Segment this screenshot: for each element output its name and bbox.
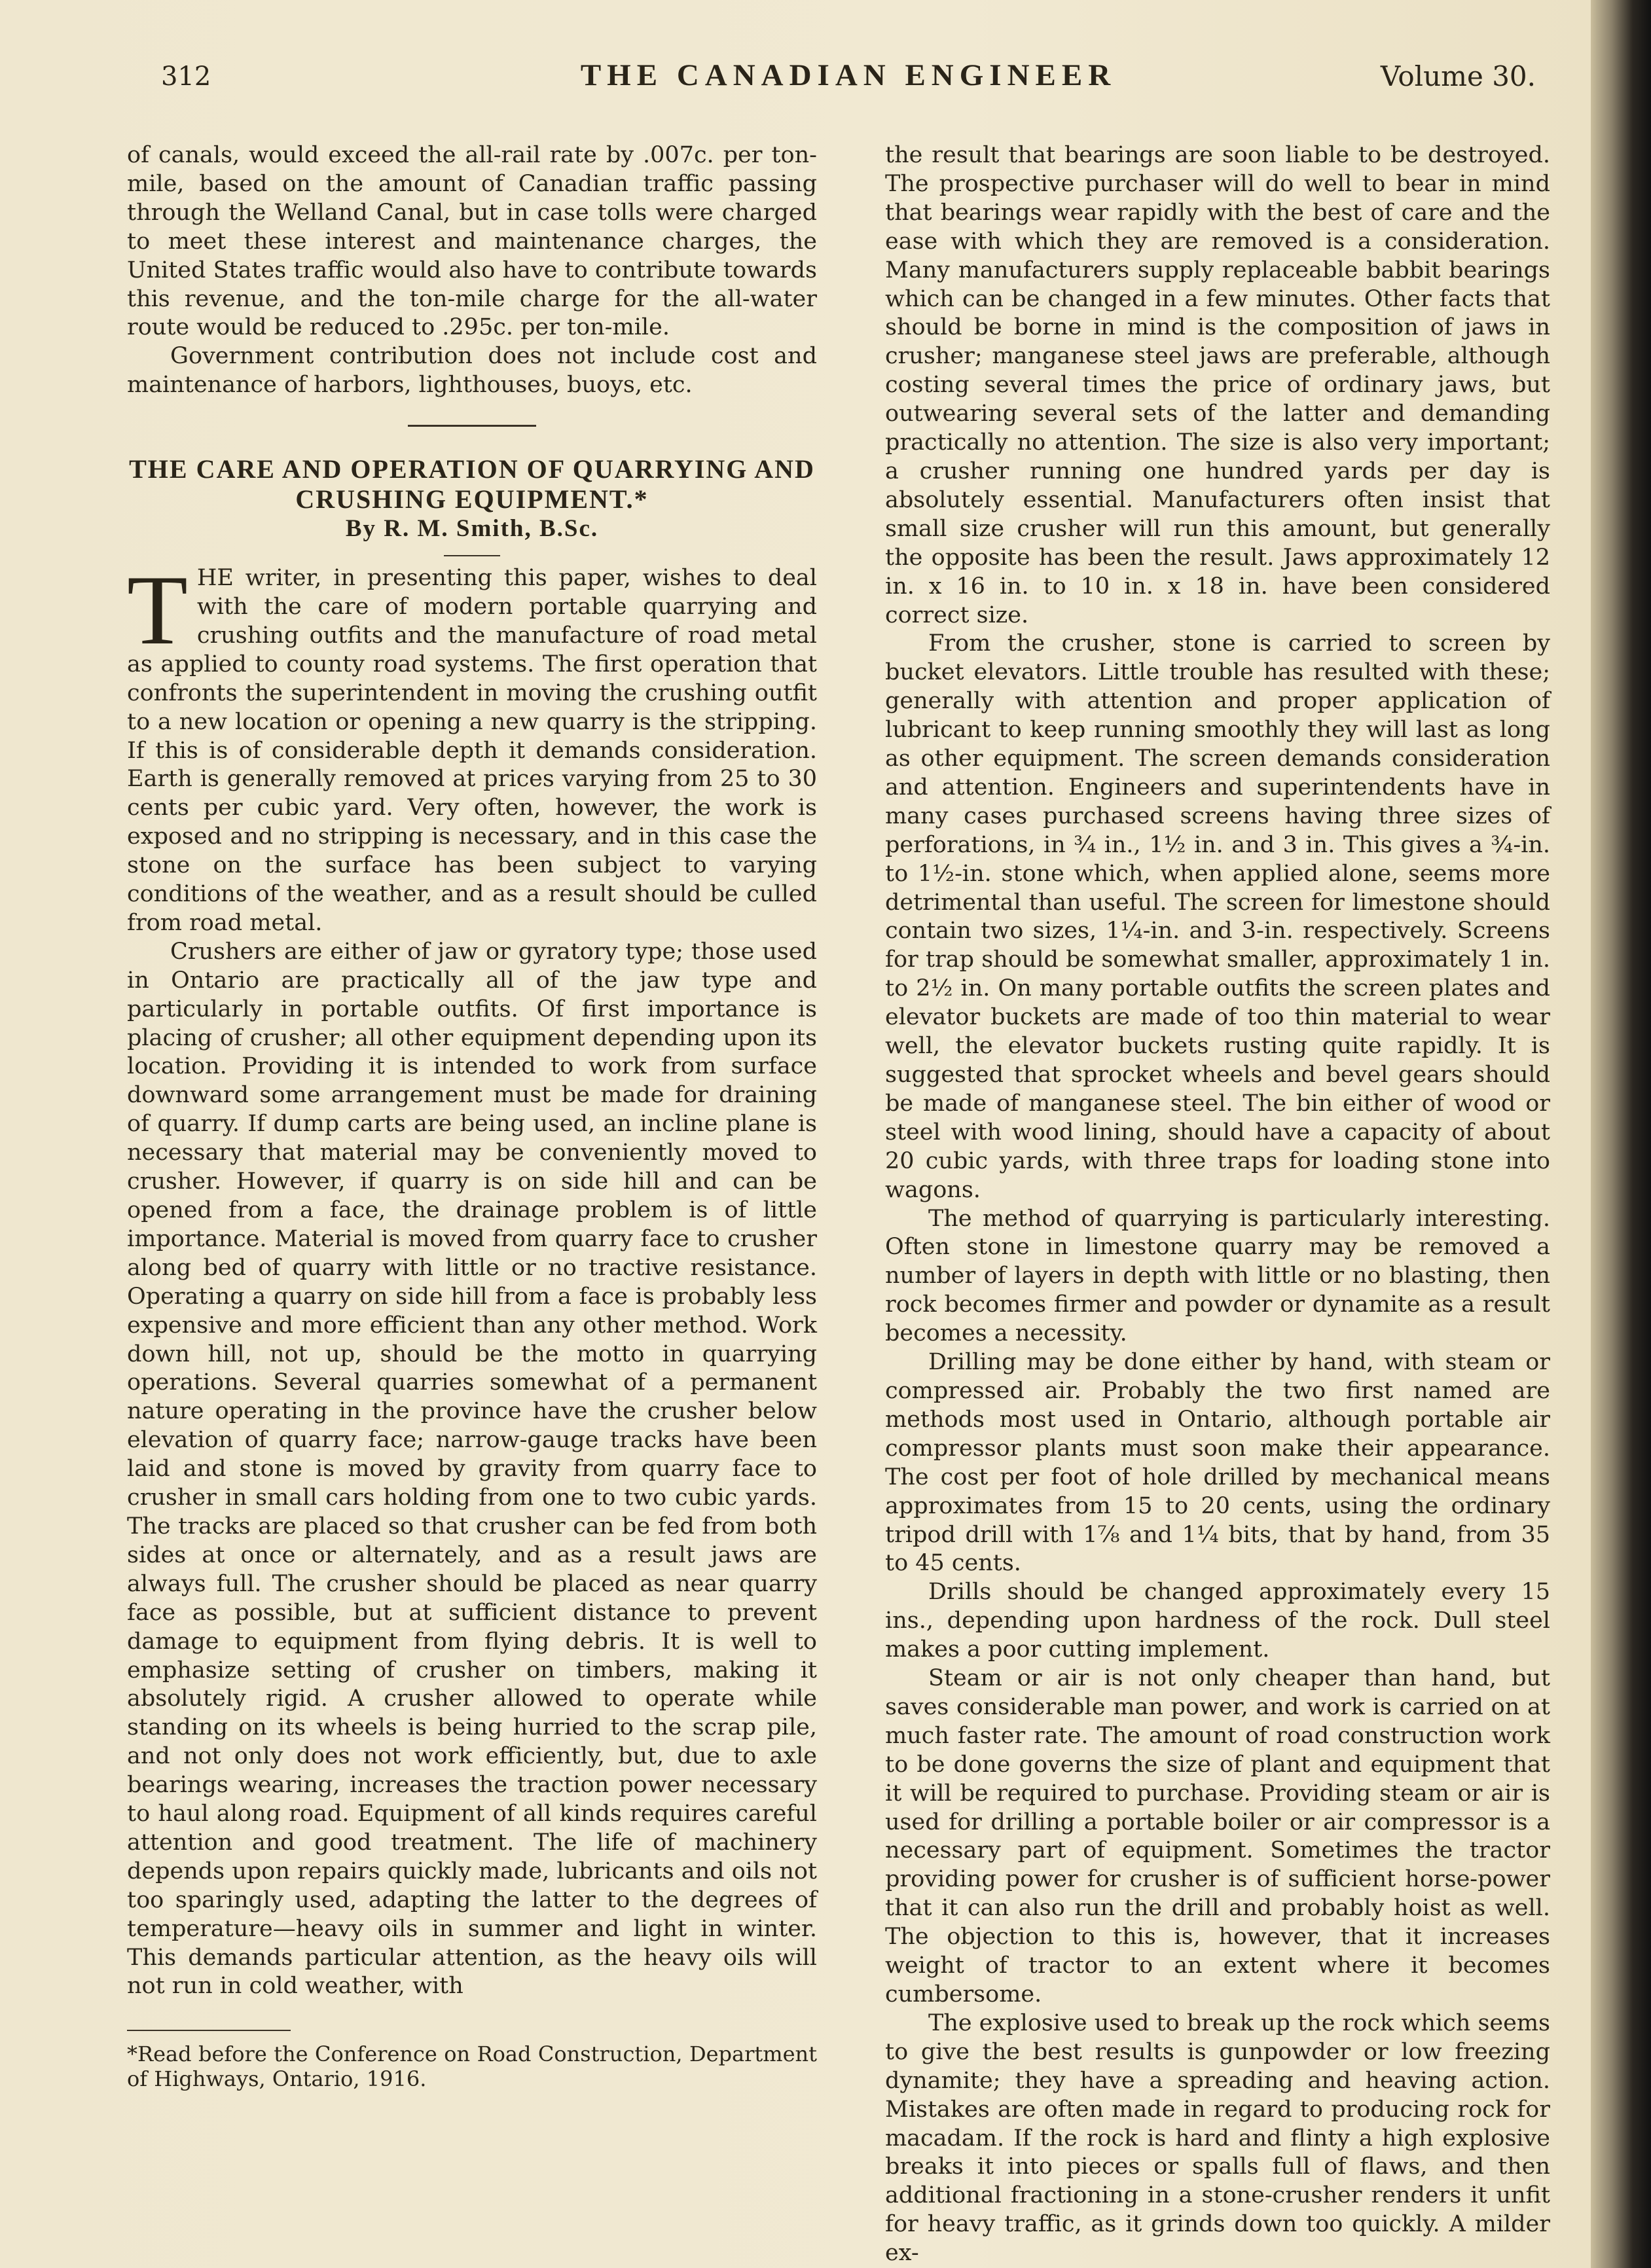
footnote: *Read before the Conference on Road Construction, Department of Highways, Ontario, 1916. — [127, 2042, 817, 2092]
page-number: 312 — [161, 62, 211, 92]
right-column — [885, 141, 1550, 2268]
journal-title: THE CANADIAN ENGINEER — [580, 58, 1117, 92]
paragraph: Steam or air is not only cheaper than hand, but saves considerable man power, and work is carried on at much faster rate. The amount of road construction work to be done governs the size of plant and equipment that it will be required to purchase. Providing steam or air is used for drilling a portable boiler or air compressor is a necessary part of equipment. Sometimes the tractor providing power for crusher is of sufficient horse-power that it can also run the drill and probably hoist as well. The objection to this is, however, that it increases weight of tractor to an extent where it becomes cumbersome. — [885, 1665, 1550, 2007]
paragraph: the result that bearings are soon liable to be destroyed. The prospective purchaser will do well to bear in mind that bearings wear rapidly with the best of care and the ease with which they are removed is a consideration. Many manufacturers supply replaceable babbit bearings which can be changed in a few minutes. Other facts that should be borne in mind is the composition of jaws in crusher; manganese steel jaws are preferable, although costing several times the price of ordinary jaws, but outwearing several sets of the latter and demanding practically no attention. The size is also very important; a crusher running one hundred yards per day is absolutely essential. Manufacturers often insist that small size crusher will run this amount, but generally the opposite has been the result. Jaws approximately 12 in. x 16 in. to 10 in. x 18 in. have been considered correct size. — [885, 142, 1550, 628]
byline: By R. M. Smith, B.Sc. — [345, 515, 599, 543]
paragraph: Drills should be changed approximately every 15 ins., depending upon hardness of the rock. Dull steel makes a poor cutting implement. — [885, 1579, 1550, 1663]
running-header — [161, 58, 1536, 103]
section-divider — [408, 425, 536, 427]
article-title: THE CARE AND OPERATION OF QUARRYING AND CRUSHING EQUIPMENT.* — [129, 454, 815, 514]
paragraph: The explosive used to break up the rock which seems to give the best results is gunpowder or low freezing dynamite; they have a spreading and heaving action. Mistakes are often made in regard to producing rock for macadam. If the rock is hard and flinty a high explosive breaks it into pieces or spalls full of flaws, and then additional fractioning in a stone-crusher renders it unfit for heavy traffic, as it grinds down too quickly. A milder ex- — [885, 2009, 1550, 2267]
binding-edge — [1591, 0, 1651, 2268]
drop-cap: T — [127, 555, 188, 666]
paragraph: Drilling may be done either by hand, with steam or compressed air. Probably the two first named are methods most used in Ontario, although portable air compressor plants must soon make their appearance. The cost per foot of hole drilled by mechanical means approximates from 15 to 20 cents, using the ordinary tripod drill with 1⅞ and 1¼ bits, that by hand, from 35 to 45 cents. — [885, 1349, 1550, 1577]
paragraph: Crushers are either of jaw or gyratory type; those used in Ontario are practically all of the jaw type and particularly in portable outfits. Of first importance is placing of crusher; all other equipment depending upon its location. Providing it is intended to work from surface downward some arrangement must be made for draining of quarry. If dump carts are being used, an incline plane is necessary that material may be conveniently moved to crusher. However, if quarry is on side hill and can be opened from a face, the drainage problem is of little importance. Material is moved from quarry face to crusher along bed of quarry with little or no tractive resistance. Operating a quarry on side hill from a face is probably less expensive and more efficient than any other method. Work down hill, not up, should be the motto in quarrying operations. Several quarries somewhat of a permanent nature operating in the province have the crusher below elevation of quarry face; narrow-gauge tracks have been laid and stone is moved by gravity from quarry face to crusher in small cars holding from one to two cubic yards. The tracks are placed so that crusher can be fed from both sides at once or alternately, and as a result jaws are always full. The crusher should be placed as near quarry face as possible, but at sufficient distance to prevent damage to equipment from flying debris. It is well to emphasize setting of crusher on timbers, making it absolutely rigid. A crusher allowed to operate while standing on its wheels is being hurried to the scrap pile, and not only does not work efficiently, but, due to axle bearings wearing, increases the traction power necessary to haul along road. Equipment of all kinds requires careful attention and good treatment. The life of machinery depends upon repairs quickly made, lubricants and oils not too sparingly used, adapting the latter to the degrees of temperature—heavy oils in summer and light in winter. This demands particular attention, as the heavy oils will not run in cold weather, with — [127, 938, 817, 2000]
footnote-divider — [127, 2030, 291, 2031]
paragraph: From the crusher, stone is carried to screen by bucket elevators. Little trouble has resulted with these; generally with attention and proper application of lubricant to keep running smoothly they will last as long as other equipment. The screen demands consideration and attention. Engineers and superintendents have in many cases purchased screens having three sizes of perforations, in ¾ in., 1½ in. and 3 in. This gives a ¾-in. to 1½-in. stone which, when applied alone, seems more detrimental than useful. The screen for limestone should contain two sizes, 1¼-in. and 3-in. respectively. Screens for trap should be somewhat smaller, approximately 1 in. to 2½ in. On many portable outfits the screen plates and elevator buckets are made of too thin material to wear well, the elevator buckets rusting quite rapidly. It is suggested that sprocket wheels and bevel gears should be made of manganese steel. The bin either of wood or steel with wood lining, should have a capacity of about 20 cubic yards, with three traps for loading stone into wagons. — [885, 630, 1550, 1203]
byline-divider — [444, 555, 500, 556]
paragraph: The method of quarrying is particularly interesting. Often stone in limestone quarry may be removed a number of layers in depth with little or no blasting, then rock becomes firmer and powder or dynamite as a result becomes a necessity. — [885, 1205, 1550, 1347]
paragraph — [127, 555, 817, 938]
paragraph-text: HE writer, in presenting this paper, wishes to deal with the care of modern portable quarrying and crushing outfits and the manufacture of road metal as applied to county road systems. The first operation that confronts the superintendent in moving the crushing outfit to a new location or opening a new quarry is the stripping. If this is of considerable depth it demands consideration. Earth is generally removed at prices varying from 25 to 30 cents per cubic yard. Very often, however, the work is exposed and no stripping is necessary, and in this case the stone on the surface has been subject to varying conditions of the weather, and as a result should be culled from road metal. — [127, 565, 817, 936]
paragraph: of canals, would exceed the all-rail rate by .007c. per ton-mile, based on the amount of Canadian traffic passing through the Welland Canal, but in case tolls were charged to meet these interest and maintenance charges, the United States traffic would also have to contribute towards this revenue, and the ton-mile charge for the all-water route would be reduced to .295c. per ton-mile. — [127, 142, 817, 341]
volume-label: Volume 30. — [1380, 60, 1536, 92]
left-column — [127, 141, 817, 2091]
paragraph: Government contribution does not include cost and maintenance of harbors, lighthouses, buoys, etc. — [127, 343, 817, 399]
